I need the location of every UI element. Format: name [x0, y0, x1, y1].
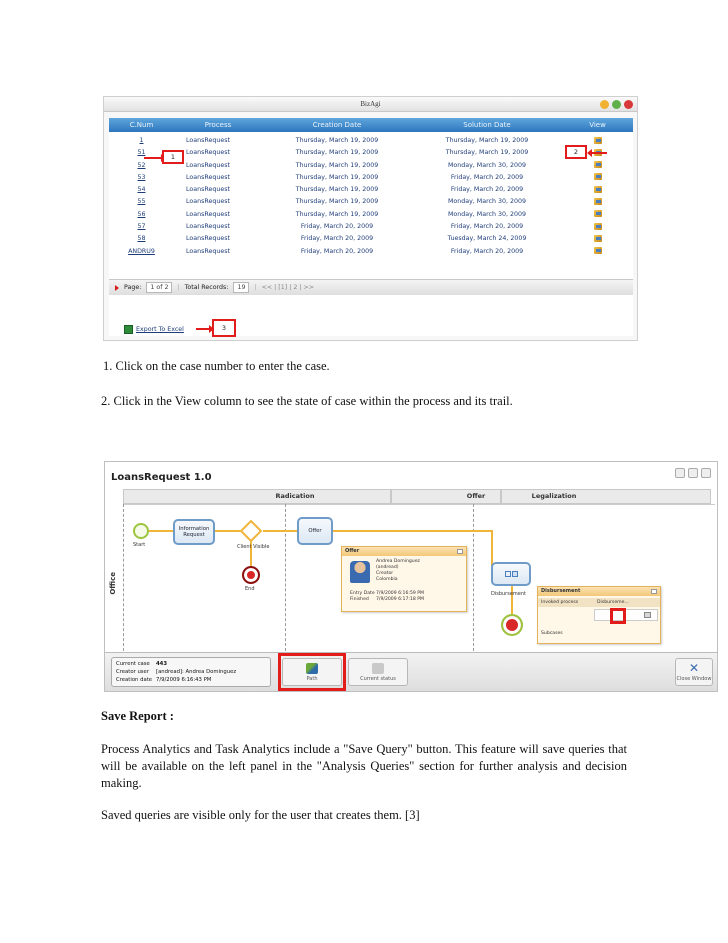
callout-1: 1: [162, 150, 184, 164]
view-map-icon[interactable]: [594, 161, 602, 168]
case-number-link[interactable]: 1: [139, 137, 144, 144]
view-cell: [562, 246, 633, 258]
callout-2: 2: [565, 145, 587, 159]
callout-arrow-3: [196, 328, 210, 330]
flow-line: [149, 530, 173, 532]
lane-radication: [123, 489, 391, 504]
grid-rows: [109, 135, 633, 258]
offer-login: (andread): [376, 565, 399, 570]
grid-header: [109, 118, 633, 132]
process-cell: LoansRequest: [186, 137, 230, 144]
view-map-icon[interactable]: [594, 223, 602, 230]
solution-date-cell: Friday, March 20, 2009: [450, 247, 524, 255]
disb-popup-title: Disbursement: [538, 587, 660, 596]
table-row: [109, 209, 633, 221]
finished-value: 7/9/2009 6:17:18 PM: [376, 597, 424, 602]
solution-date-cell: Tuesday, March 24, 2009: [447, 235, 527, 243]
solution-date-cell: Friday, March 20, 2009: [450, 173, 524, 181]
case-number-link[interactable]: 57: [137, 223, 146, 231]
export-to-excel-link[interactable]: [124, 325, 184, 334]
view-cell: [562, 184, 633, 196]
disbursement-label: Disbursement: [491, 591, 526, 597]
process-cell: LoansRequest: [186, 210, 230, 218]
creation-date-cell: Thursday, March 19, 2009: [295, 210, 379, 218]
process-cell: LoansRequest: [186, 161, 230, 169]
flow-line: [491, 530, 493, 564]
view-map-icon[interactable]: [594, 186, 602, 193]
view-cell: [562, 209, 633, 221]
creation-date-cell: Friday, March 20, 2009: [300, 247, 374, 255]
zoom-out-icon[interactable]: [688, 468, 698, 478]
entry-date-value: 7/9/2009 6:16:59 PM: [376, 591, 424, 596]
creation-date-cell: Thursday, March 19, 2009: [295, 149, 379, 157]
lane-divider-2: [473, 504, 474, 651]
solution-date-cell: Friday, March 20, 2009: [450, 186, 524, 194]
solution-date-cell: Thursday, March 19, 2009: [445, 149, 529, 157]
case-number-link[interactable]: 52: [137, 161, 146, 169]
instruction-1: 1. Click on the case number to enter the case.: [103, 359, 330, 373]
lane-offer-label: Offer: [466, 492, 486, 500]
view-map-icon[interactable]: [594, 247, 602, 254]
view-cell: [562, 196, 633, 208]
callout-arrow-1: [144, 157, 162, 159]
creation-date-cell: Thursday, March 19, 2009: [295, 198, 379, 206]
pager-arrow-icon: [115, 285, 119, 291]
creator-label: Creator user: [116, 669, 149, 675]
total-records-label: Total Records:: [184, 283, 229, 291]
process-cell: LoansRequest: [186, 247, 230, 255]
process-title: LoansRequest 1.0: [111, 472, 212, 483]
creation-date-cell: Thursday, March 19, 2009: [295, 137, 379, 144]
start-event-icon[interactable]: [133, 523, 149, 539]
table-row: [109, 172, 633, 184]
case-number-link[interactable]: ANDRU9: [128, 247, 155, 255]
page-value: 1 of 2: [146, 282, 172, 293]
grid-pager: Page: 1 of 2 | Total Records: 19 | << | [1] | 2 | >>: [109, 279, 633, 295]
case-number-link[interactable]: 53: [137, 173, 146, 181]
offer-popup: [341, 546, 467, 612]
process-cell: LoansRequest: [186, 186, 230, 194]
view-cell: [562, 160, 633, 172]
lane-legalization: [501, 489, 711, 504]
creation-date-cell: Friday, March 20, 2009: [300, 235, 374, 243]
creation-date-cell: Thursday, March 19, 2009: [295, 161, 379, 169]
task-disbursement[interactable]: [491, 562, 531, 586]
solution-date-cell: Monday, March 30, 2009: [447, 161, 527, 169]
subcases-label: Subcases: [541, 631, 563, 636]
page-label: Page:: [124, 283, 142, 291]
popup-close-icon[interactable]: [457, 549, 463, 554]
flow-line: [511, 582, 513, 614]
offer-role: Creator: [376, 571, 394, 576]
bizagi-cases-window: [103, 96, 638, 341]
pool-divider: [123, 504, 124, 651]
table-row: [109, 221, 633, 233]
view-cell: [562, 172, 633, 184]
start-label: Start: [133, 542, 146, 548]
table-row: [109, 196, 633, 208]
invoked-process-value: Disburseme...: [597, 600, 629, 605]
entry-date-label: Entry Date: [350, 591, 375, 596]
offer-country: Colombia: [376, 577, 398, 582]
path-label: Path: [306, 676, 318, 682]
solution-date-cell: Monday, March 30, 2009: [447, 210, 527, 218]
total-records-value: 19: [233, 282, 249, 293]
col-header-cnum[interactable]: C.Num: [129, 121, 154, 129]
task-offer[interactable]: Offer: [297, 517, 333, 545]
window-title: BizAgi: [360, 100, 381, 108]
process-cell: LoansRequest: [186, 235, 230, 243]
pool-label: Office: [109, 572, 117, 595]
excel-icon: [124, 325, 133, 334]
col-header-process[interactable]: Process: [204, 121, 232, 129]
current-case-value: 443: [156, 661, 168, 667]
col-header-solution-date[interactable]: Solution Date: [463, 121, 511, 129]
col-header-view[interactable]: View: [589, 121, 606, 129]
flow-line: [333, 530, 493, 532]
process-cell: LoansRequest: [186, 223, 230, 231]
path-button-highlight: [278, 653, 346, 691]
table-row: [109, 233, 633, 245]
view-map-icon[interactable]: [594, 137, 602, 144]
process-cell: LoansRequest: [186, 149, 230, 157]
process-trail-window: [104, 461, 718, 692]
view-map-icon[interactable]: [594, 173, 602, 180]
creation-date-cell: Thursday, March 19, 2009: [295, 173, 379, 181]
view-process-icon[interactable]: [644, 612, 651, 618]
view-cell: [562, 221, 633, 233]
disbursement-end-icon[interactable]: [501, 614, 523, 636]
flow-line: [215, 530, 241, 532]
zoom-tools: [675, 468, 711, 478]
pager-nav[interactable]: << | [1] | 2 | >>: [261, 283, 315, 291]
current-status-button[interactable]: [348, 658, 408, 686]
current-status-label: Current status: [360, 676, 396, 682]
lane-legalization-label: Legalization: [531, 492, 577, 500]
popup-close-icon[interactable]: [651, 589, 657, 594]
view-cell: [562, 233, 633, 245]
lane-divider-1: [285, 504, 286, 651]
case-number-link[interactable]: 56: [137, 210, 146, 218]
creation-date-value: 7/9/2009 6:16:43 PM: [156, 677, 212, 683]
minimize-icon[interactable]: [600, 100, 609, 109]
trail-footer: [105, 652, 717, 691]
lane-offer: [391, 489, 501, 504]
table-row: [109, 246, 633, 258]
subprocess-icon: [505, 571, 511, 577]
case-number-link[interactable]: 58: [137, 235, 146, 243]
process-cell: LoansRequest: [186, 198, 230, 206]
gateway-label: Client Visible: [237, 544, 270, 550]
status-icon: [372, 663, 384, 674]
case-number-link[interactable]: 55: [137, 198, 146, 206]
callout-arrow-2: [591, 152, 607, 154]
view-map-icon[interactable]: [594, 210, 602, 217]
expand-icon: [512, 571, 518, 577]
offer-popup-title: Offer: [342, 547, 466, 556]
solution-date-cell: Friday, March 20, 2009: [450, 223, 524, 231]
zoom-reset-icon[interactable]: [701, 468, 711, 478]
save-report-paragraph-1: Process Analytics and Task Analytics include a "Save Query" button. This feature will save queries that will be available on the left panel in the "Analysis Queries" section for further analysis and decision making.: [101, 742, 627, 790]
cases-grid: [109, 118, 633, 336]
finished-label: Finished: [350, 597, 369, 602]
end-event-icon[interactable]: [242, 566, 260, 584]
invoked-process-label: Invoked process: [541, 600, 579, 605]
creation-date-label: Creation date: [116, 677, 153, 683]
creation-date-cell: Friday, March 20, 2009: [300, 223, 374, 231]
flow-line: [263, 530, 297, 532]
window-titlebar: [104, 97, 637, 112]
close-window-button[interactable]: [675, 658, 713, 686]
close-x-icon: ✕: [688, 661, 700, 675]
view-process-highlight: [610, 608, 626, 624]
solution-date-cell: Monday, March 30, 2009: [447, 198, 527, 206]
creation-date-cell: Thursday, March 19, 2009: [295, 186, 379, 194]
callout-3: 3: [212, 319, 236, 337]
view-map-icon[interactable]: [594, 235, 602, 242]
zoom-in-icon[interactable]: [675, 468, 685, 478]
save-report-heading: Save Report :: [101, 709, 174, 723]
current-case-label: Current case: [116, 661, 150, 667]
invoked-process-box[interactable]: [594, 609, 658, 621]
disbursement-popup: [537, 586, 661, 644]
lane-radication-label: Radication: [275, 492, 315, 500]
instruction-2: 2. Click in the View column to see the state of case within the process and its trail.: [101, 394, 513, 408]
user-avatar: [350, 561, 370, 583]
end-label: End: [245, 586, 255, 592]
solution-date-cell: Thursday, March 19, 2009: [445, 137, 529, 144]
case-info-box: [111, 657, 271, 687]
table-row: [109, 147, 633, 159]
creator-value: [andread]: Andrea Dominguez: [156, 669, 237, 675]
view-map-icon[interactable]: [594, 198, 602, 205]
task-information-request[interactable]: Information Request: [173, 519, 215, 545]
col-header-creation-date[interactable]: Creation Date: [312, 121, 362, 129]
table-row: [109, 184, 633, 196]
process-cell: LoansRequest: [186, 173, 230, 181]
case-number-link[interactable]: 54: [137, 186, 146, 194]
offer-user: Andrea Dominguez: [376, 559, 420, 564]
table-row: [109, 160, 633, 172]
close-icon[interactable]: [624, 100, 633, 109]
save-report-paragraph-2: Saved queries are visible only for the user that creates them. [3]: [101, 808, 420, 822]
close-window-label: Close Window: [676, 676, 712, 682]
export-label: Export To Excel: [136, 326, 184, 333]
case-number-link[interactable]: 51: [137, 149, 146, 157]
maximize-icon[interactable]: [612, 100, 621, 109]
table-row: [109, 135, 633, 147]
